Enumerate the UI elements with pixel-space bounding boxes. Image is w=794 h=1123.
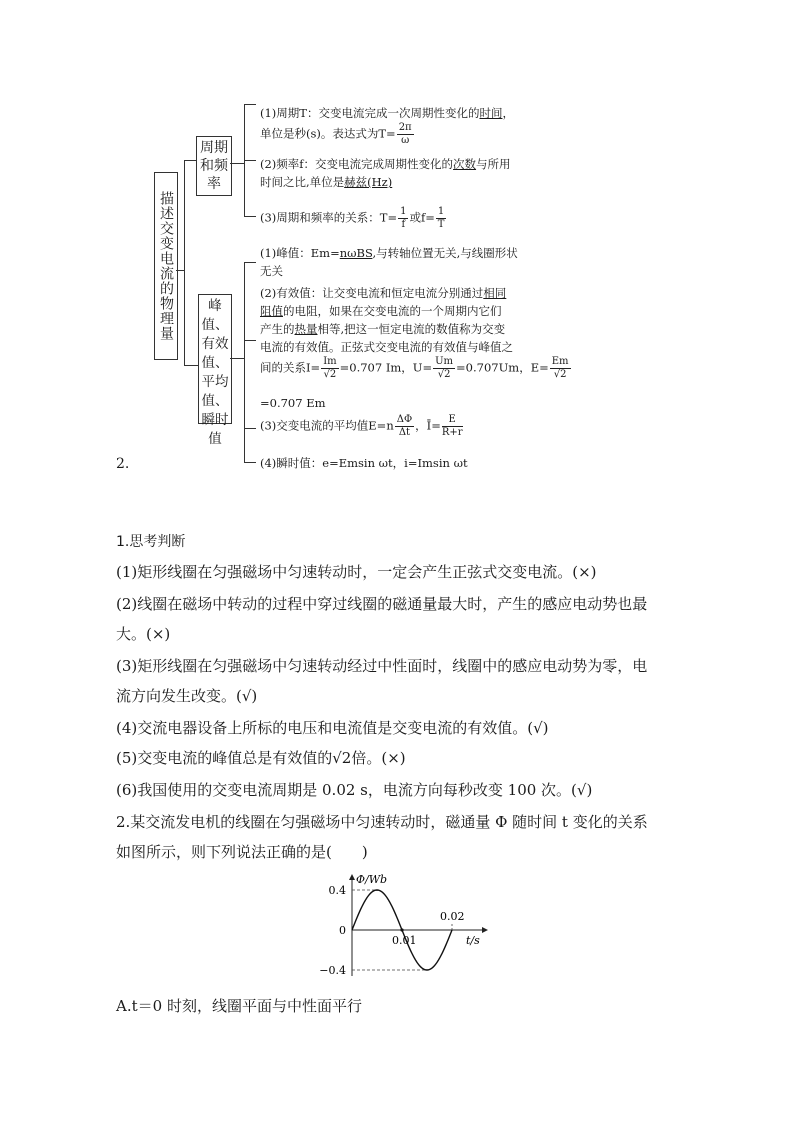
connector: [230, 358, 244, 359]
y-tick-label: 0.4: [328, 884, 346, 897]
average-item: [260, 414, 560, 439]
connector: [184, 365, 198, 366]
judgement-item-6: (6)我国使用的交变电流周期是 0.02 s，电流方向每秒改变 100 次。(√): [116, 781, 593, 799]
fraction-numerator: ΔΦ: [396, 414, 413, 425]
peak-text-3: 无关: [260, 264, 283, 278]
branch-period-frequency-label: 周期和频率: [200, 140, 228, 192]
effective-text: (2)有效值：让交变电流和恒定电流分别通过: [260, 286, 484, 300]
fraction-numerator: 1: [400, 206, 407, 217]
judgement-item-3: (3)矩形线圈在匀强磁场中匀速转动经过中性面时，线圈中的感应电动势为零，电: [116, 657, 648, 675]
effective-text-2: 的电阻，如果在交变电流的一个周期内它们: [283, 304, 502, 318]
fraction-numerator: Im: [323, 356, 337, 367]
fraction-denominator: T: [437, 219, 445, 230]
midpoint-dot: [400, 928, 403, 931]
branch-values-label: 峰值、有效值、平均值、瞬时值: [201, 298, 229, 447]
judgement-item-4: (4)交流电器设备上所标的电压和电流值是交变电流的有效值。(√): [116, 719, 549, 737]
effective-formula-end: =0.707 Em: [260, 396, 326, 410]
formula-text-3: =0.707Um，E=: [456, 360, 549, 375]
peak-formula: nωBS: [339, 246, 373, 260]
connector: [244, 262, 256, 263]
fraction-numerator: E: [442, 414, 463, 427]
judgement-item-2-cont: 大。(×): [116, 625, 171, 643]
connector: [244, 216, 256, 217]
connector: [184, 160, 185, 365]
period-formula-text: 单位是秒(s)。表达式为T=: [260, 126, 396, 141]
peak-item: [260, 244, 560, 280]
instant-item: (4)瞬时值：e=Emsin ωt，i=Imsin ωt: [260, 456, 468, 470]
connector: [244, 428, 256, 429]
frequency-text-end: 与所用: [476, 157, 511, 171]
mindmap-root-label: 描述交变电流的物理量: [158, 191, 174, 341]
x-axis-label: t/s: [466, 934, 480, 947]
y-tick-label: 0: [339, 924, 346, 937]
connector: [244, 104, 256, 105]
option-a: A.t＝0 时刻，线圈平面与中性面平行: [116, 997, 362, 1015]
fraction-denominator: √2: [437, 369, 451, 380]
formula-fraction: [550, 356, 571, 381]
connector: [244, 262, 245, 462]
section-title: 1.思考判断: [116, 534, 186, 550]
formula-fraction: [321, 356, 338, 381]
fraction-numerator: Um: [435, 356, 454, 367]
x-tick-label: 0.02: [440, 910, 465, 923]
judgement-item-3-cont: 流方向发生改变。(√): [116, 687, 258, 705]
fraction-numerator: Em: [551, 356, 569, 367]
relation-fraction-1: [398, 206, 408, 231]
effective-formula: [260, 356, 569, 381]
index-label: 2.: [116, 456, 130, 472]
period-item: [260, 104, 560, 147]
frequency-item: [260, 155, 560, 191]
effective-item: [260, 284, 560, 356]
effective-text-5: 电流的有效值。正弦式交变电流的有效值与峰值之: [260, 340, 513, 354]
formula-fraction: [433, 356, 455, 381]
connector: [230, 163, 244, 164]
peak-text-2: ,与转轴位置无关,与线圈形状: [372, 246, 518, 260]
connector: [184, 160, 196, 161]
judgement-item-5: (5)交变电流的峰值总是有效值的√2倍。(×): [116, 749, 406, 767]
relation-item: [260, 206, 560, 231]
question-line-1: 2.某交流发电机的线圈在匀强磁场中匀速转动时，磁通量 Φ 随时间 t 变化的关系: [116, 813, 648, 831]
average-text-2: ，Ī=: [415, 418, 441, 433]
effective-text-3: 产生的: [260, 322, 295, 336]
frequency-unit: 赫兹(Hz): [344, 175, 393, 189]
y-axis-arrow: [349, 874, 355, 880]
fraction-denominator: f: [401, 219, 406, 230]
formula-text-2: =0.707 Im，U=: [339, 360, 433, 375]
x-axis-arrow: [482, 927, 488, 933]
judgement-item-1: (1)矩形线圈在匀强磁场中匀速转动时，一定会产生正弦式交变电流。(×): [116, 563, 597, 581]
branch-period-frequency: [196, 136, 232, 196]
flux-chart: [310, 868, 490, 980]
peak-text: (1)峰值：Em=: [260, 246, 340, 260]
formula-text: 间的关系I=: [260, 360, 321, 375]
period-fraction: [397, 122, 414, 147]
connector: [244, 340, 256, 341]
fraction-denominator: √2: [323, 369, 337, 380]
period-punct: ，: [502, 106, 514, 120]
frequency-text: (2)频率f：交变电流完成周期性变化的: [260, 157, 454, 171]
relation-mid: 或f=: [409, 210, 435, 225]
effective-keyword-2: 阻值: [260, 304, 283, 318]
question-line-2: 如图所示，则下列说法正确的是( ): [116, 843, 368, 861]
effective-keyword: 相同: [483, 286, 507, 300]
x-tick-label: 0.01: [392, 934, 417, 947]
average-fraction: [395, 414, 414, 439]
effective-keyword-3: 热量: [294, 322, 318, 336]
y-tick-label: −0.4: [319, 964, 346, 977]
fraction-denominator: ω: [401, 135, 410, 146]
fraction-numerator: 1: [437, 206, 445, 217]
connector: [244, 462, 256, 463]
connector: [244, 160, 256, 161]
relation-text: (3)周期和频率的关系：T=: [260, 210, 398, 225]
y-axis-label: Φ/Wb: [356, 873, 388, 886]
period-text: (1)周期T：交变电流完成一次周期性变化的: [260, 106, 480, 120]
period-keyword: 时间: [479, 106, 503, 120]
effective-text-4: 相等,把这一恒定电流的数值称为交变: [317, 322, 506, 336]
fraction-numerator: 2π: [398, 122, 412, 133]
average-text: (3)交变电流的平均值E=n: [260, 418, 394, 433]
relation-fraction-2: [436, 206, 446, 231]
fraction-denominator: √2: [553, 369, 567, 380]
branch-values: [198, 294, 232, 447]
fraction-denominator: R+r: [441, 427, 463, 438]
frequency-unit-text: 时间之比,单位是: [260, 175, 345, 189]
judgement-item-2: (2)线圈在磁场中转动的过程中穿过线圈的磁通量最大时，产生的感应电动势也最: [116, 595, 648, 613]
fraction-denominator: Δt: [398, 427, 411, 438]
mindmap-root: [154, 172, 178, 360]
frequency-keyword: 次数: [453, 157, 477, 171]
connector: [176, 270, 184, 271]
average-fraction-2: [442, 414, 463, 439]
